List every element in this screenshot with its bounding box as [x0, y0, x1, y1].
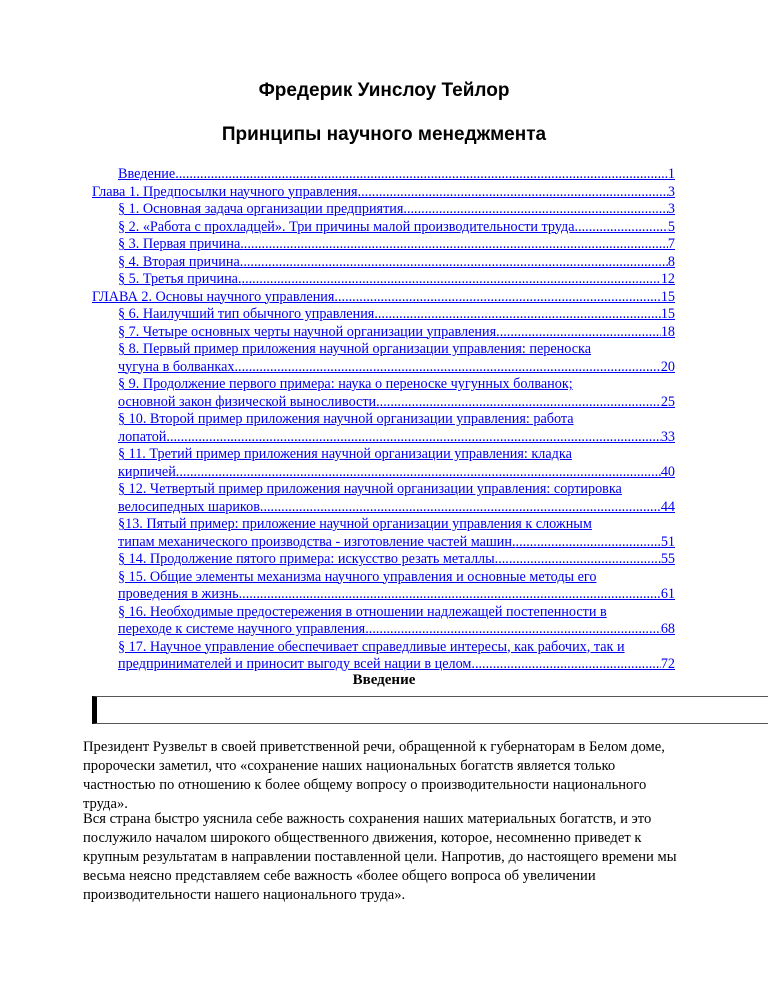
toc-entry-line	[92, 289, 675, 307]
toc-leader-dots	[369, 621, 661, 639]
toc-entry[interactable]	[92, 236, 675, 254]
toc-entry[interactable]	[92, 219, 675, 237]
toc-entry-text: § 3. Первая причина.	[118, 236, 244, 252]
toc-entry-line	[118, 359, 675, 377]
toc-page-number: 3	[667, 183, 675, 200]
toc-page-number: 55	[660, 551, 675, 567]
toc-leader-dots	[516, 534, 661, 552]
toc-entry-line	[118, 254, 675, 272]
toc-page-number: 1	[667, 166, 675, 182]
toc-entry[interactable]	[92, 271, 675, 289]
decorative-rule-box	[92, 696, 768, 724]
toc-entry-line	[118, 394, 675, 412]
toc-page-number: 33	[660, 428, 675, 445]
toc-entry-text-line1: § 15. Общие элементы механизма научного управления и основные методы его	[118, 568, 597, 585]
toc-entry-text: велосипедных шариков	[118, 498, 260, 515]
toc-entry[interactable]	[92, 306, 675, 324]
toc-entry-text-line1: § 12. Четвертый пример приложения научной организации управления: сортировка	[118, 481, 622, 497]
toc-leader-dots	[338, 289, 661, 307]
toc-page-number: 44	[660, 498, 675, 515]
toc-page-number: 40	[660, 463, 675, 480]
toc-entry-text: лопатой.	[118, 428, 170, 445]
toc-leader-dots	[175, 166, 668, 184]
toc-leader-dots	[498, 551, 661, 569]
toc-page-number: 18	[660, 323, 675, 340]
toc-page-number: 7	[667, 236, 675, 252]
toc-entry-text-line1: §13. Пятый пример: приложение научной организации управления к сложным	[118, 516, 592, 532]
author-name: Фредерик Уинслоу Тейлор	[258, 80, 510, 101]
toc-entry-text: кирпичей	[118, 463, 176, 480]
toc-entry-line	[118, 534, 675, 552]
toc-entry[interactable]	[92, 166, 675, 184]
toc-leader-dots	[244, 236, 668, 254]
toc-page-number: 12	[660, 271, 675, 287]
toc-entry-line	[118, 621, 675, 639]
toc-entry-line	[92, 184, 675, 202]
toc-entry-line	[118, 306, 675, 324]
toc-entry-text: основной закон физической выносливости.	[118, 393, 380, 410]
toc-entry[interactable]	[92, 324, 675, 342]
toc-leader-dots	[170, 429, 661, 447]
toc-entry[interactable]	[92, 411, 675, 446]
toc-entry-text-line1: § 8. Первый пример приложения научной организации управления: переноска	[118, 341, 591, 357]
toc-entry-text-line1: § 16. Необходимые предостережения в отношении надлежащей постепенности в	[118, 603, 607, 620]
table-of-contents	[92, 166, 675, 674]
toc-entry[interactable]	[92, 604, 675, 639]
toc-entry[interactable]	[92, 289, 675, 307]
toc-leader-dots	[238, 359, 661, 377]
toc-leader-dots	[407, 201, 668, 219]
toc-entry[interactable]	[92, 341, 675, 376]
toc-leader-dots	[242, 271, 661, 289]
toc-entry-line	[118, 324, 675, 342]
toc-entry-text: § 4. Вторая причина.	[118, 253, 244, 270]
toc-entry-line	[118, 551, 675, 569]
toc-page-number: 8	[667, 253, 675, 270]
toc-entry[interactable]	[92, 376, 675, 411]
toc-leader-dots	[243, 254, 668, 272]
toc-entry[interactable]	[92, 184, 675, 202]
toc-entry-text: чугуна в болванках.	[118, 358, 239, 375]
toc-entry-text: § 2. «Работа с прохладцей». Три причины малой производительности труда.	[118, 218, 579, 235]
toc-entry-text: ГЛАВА 2. Основы научного управления.	[92, 288, 338, 305]
toc-page-number: 68	[660, 621, 675, 637]
toc-entry-text: § 14. Продолжение пятого примера: искусство резать металлы.	[118, 551, 499, 567]
toc-page-number: 51	[660, 533, 675, 550]
toc-entry-line	[118, 586, 675, 604]
toc-entry[interactable]	[92, 569, 675, 604]
intro-paragraph-1	[83, 738, 683, 814]
toc-leader-dots	[500, 324, 661, 342]
book-title: Принципы научного менеджмента	[221, 124, 547, 145]
toc-entry-text: переходе к системе научного управления.	[118, 621, 369, 637]
toc-leader-dots	[578, 219, 668, 237]
toc-entry-text: Глава 1. Предпосылки научного управления	[92, 183, 358, 200]
toc-entry[interactable]	[92, 639, 675, 674]
toc-entry-line	[118, 201, 675, 219]
toc-entry-line	[118, 219, 675, 237]
toc-entry[interactable]	[92, 446, 675, 481]
toc-leader-dots	[380, 394, 661, 412]
toc-entry[interactable]	[92, 516, 675, 551]
toc-entry-line	[118, 499, 675, 517]
toc-entry-line	[118, 236, 675, 254]
toc-entry[interactable]	[92, 551, 675, 569]
toc-entry-text: типам механического производства - изготовление частей машин.	[118, 533, 516, 550]
toc-entry-line	[118, 166, 675, 184]
toc-page-number: 25	[660, 393, 675, 410]
toc-entry-text-line1: § 11. Третий пример приложения научной организации управления: кладка	[118, 446, 572, 462]
paragraph-text: Президент Рузвельт в своей приветственной речи, обращенной к губернаторам в Белом доме, пророчески заметил, что «сохранение наших национальных богатств является только частностью по отношению к более общему вопросу о производительности национального труда».	[83, 739, 665, 812]
toc-entry-line	[118, 429, 675, 447]
toc-entry[interactable]	[92, 254, 675, 272]
toc-leader-dots	[358, 184, 668, 202]
toc-page-number: 15	[660, 288, 675, 305]
toc-page-number: 20	[660, 358, 675, 375]
toc-page-number: 15	[660, 306, 675, 322]
toc-leader-dots	[242, 586, 661, 604]
toc-entry-text: § 7. Четыре основных черты научной организации управления.	[118, 323, 500, 340]
toc-entry-text: § 5. Третья причина.	[118, 271, 242, 287]
toc-entry-text: Введение	[118, 166, 176, 182]
toc-entry-line	[118, 271, 675, 289]
paragraph-text: Вся страна быстро уяснила себе важность сохранения наших материальных богатств, и это послужило началом широкого общественного движения, которое, несомненно приведет к крупным результатам в направлении поставленной цели. Напротив, до настоящего времени мы весьма неясно представляем себе важность «более общего вопроса об увеличении производительности нашего национального труда».	[83, 811, 677, 903]
toc-entry-text: проведения в жизнь.	[118, 586, 243, 602]
toc-page-number: 61	[660, 586, 675, 602]
toc-entry[interactable]	[92, 201, 675, 219]
toc-entry-text: § 6. Наилучший тип обычного управления	[118, 306, 375, 322]
intro-paragraph-2	[83, 810, 683, 905]
toc-leader-dots	[176, 464, 661, 482]
toc-entry-text: § 1. Основная задача организации предприятия.	[118, 201, 407, 217]
toc-entry-text: предпринимателей и приносит выгоду всей нации в целом.	[118, 656, 475, 672]
toc-entry[interactable]	[92, 481, 675, 516]
toc-entry-line	[118, 656, 675, 674]
toc-entry-text-line1: § 9. Продолжение первого примера: наука о переноске чугунных болванок;	[118, 376, 573, 392]
toc-page-number: 3	[667, 201, 675, 217]
toc-entry-line	[118, 464, 675, 482]
toc-leader-dots	[475, 656, 661, 674]
section-heading-introduction: Введение	[352, 672, 416, 688]
toc-page-number: 5	[667, 218, 675, 235]
toc-leader-dots	[374, 306, 661, 324]
toc-entry-text-line1: § 17. Научное управление обеспечивает справедливые интересы, как рабочих, так и	[118, 638, 625, 655]
toc-entry-text-line1: § 10. Второй пример приложения научной организации управления: работа	[118, 411, 574, 427]
toc-page-number: 72	[660, 656, 675, 672]
toc-leader-dots	[260, 499, 661, 517]
